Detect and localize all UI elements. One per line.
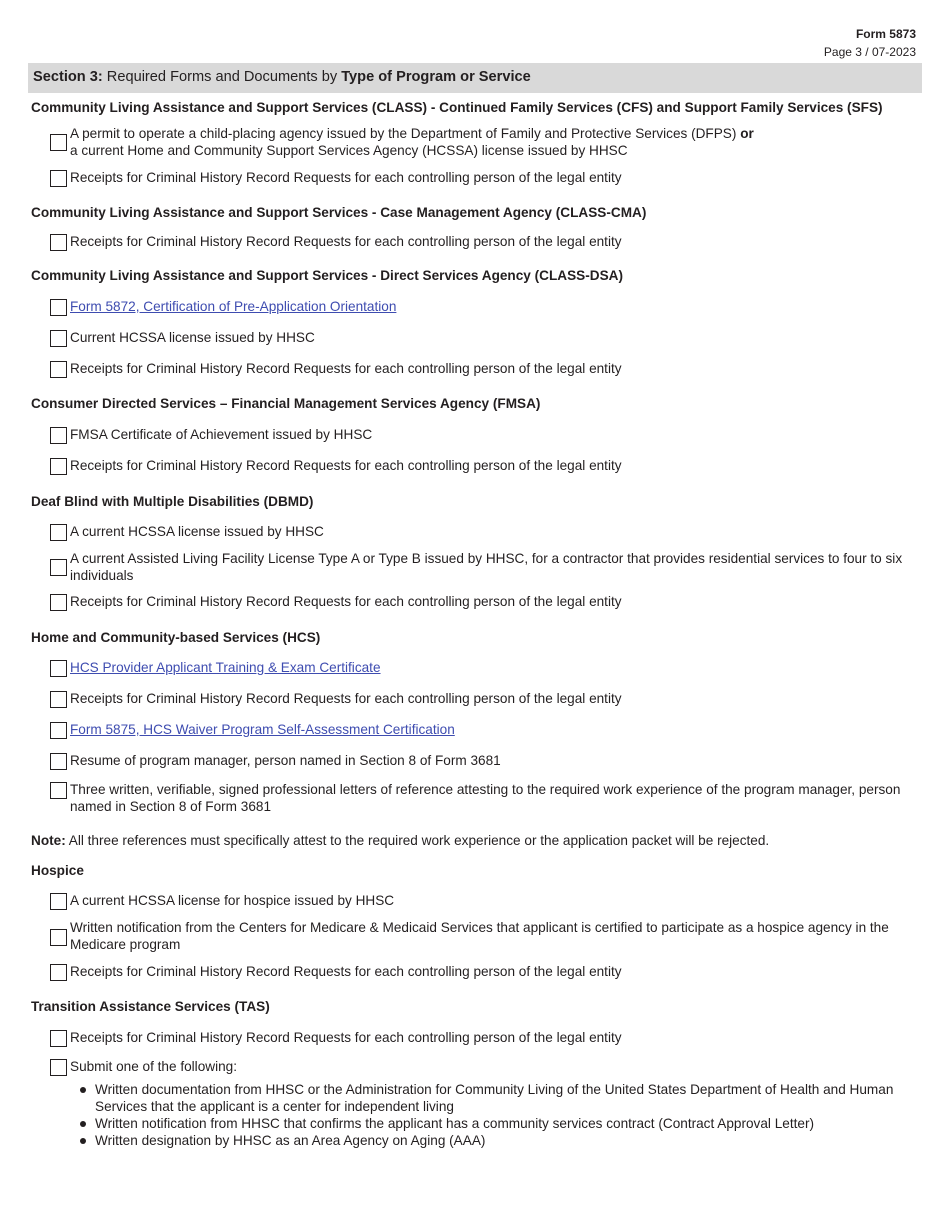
dbmd-hcssa-checkbox[interactable]	[50, 524, 67, 541]
bullet-dot	[80, 1121, 86, 1127]
form-5872-link[interactable]: Form 5872, Certification of Pre-Application Orientation	[70, 299, 397, 314]
section-title	[33, 69, 531, 85]
bullet-dot	[80, 1087, 86, 1093]
hospice-cms-text: Written notification from the Centers for Medicare & Medicaid Services that applicant is certified to participate as a hospice agency in the Medicare program	[70, 920, 889, 952]
hcs-form5875-checkbox[interactable]	[50, 722, 67, 739]
hcs-training-link[interactable]: HCS Provider Applicant Training & Exam Certificate	[70, 660, 381, 675]
note-paragraph	[31, 833, 769, 848]
dbmd-hcssa-text: A current HCSSA license issued by HHSC	[70, 524, 324, 539]
form-5875-link[interactable]: Form 5875, HCS Waiver Program Self-Assessment Certification	[70, 722, 455, 737]
fmsa-receipts-checkbox[interactable]	[50, 458, 67, 475]
dbmd-alf-text: A current Assisted Living Facility License Type A or Type B issued by HHSC, for a contractor that provides residential services to four to six individuals	[70, 551, 903, 583]
or-text: or	[740, 126, 754, 141]
hcs-resume-checkbox[interactable]	[50, 753, 67, 770]
hcs-references-text: Three written, verifiable, signed professional letters of reference attesting to the required work experience of the program manager, person named in Section 8 of Form 3681	[70, 782, 901, 814]
hospice-heading: Hospice	[31, 863, 84, 878]
tas-bullet-2: Written notification from HHSC that confirms the applicant has a community services contract (Contract Approval Letter)	[95, 1116, 814, 1131]
class-dsa-license-checkbox[interactable]	[50, 330, 67, 347]
hospice-cms-checkbox[interactable]	[50, 929, 67, 946]
hospice-license-checkbox[interactable]	[50, 893, 67, 910]
dbmd-receipts-checkbox[interactable]	[50, 594, 67, 611]
class-sfs-heading: Community Living Assistance and Support Services (CLASS) - Continued Family Services (CFS) and Support Family Services (SFS)	[31, 100, 883, 115]
class-cma-heading: Community Living Assistance and Support Services - Case Management Agency (CLASS-CMA)	[31, 205, 647, 220]
class-sfs-receipts-checkbox[interactable]	[50, 170, 67, 187]
hcs-references-checkbox[interactable]	[50, 782, 67, 799]
class-dsa-receipts-text: Receipts for Criminal History Record Requests for each controlling person of the legal entity	[70, 361, 622, 376]
hcs-resume-text: Resume of program manager, person named in Section 8 of Form 3681	[70, 753, 501, 768]
class-dsa-receipts-checkbox[interactable]	[50, 361, 67, 378]
bullet-dot	[80, 1138, 86, 1144]
fmsa-heading: Consumer Directed Services – Financial Management Services Agency (FMSA)	[31, 396, 541, 411]
tas-submit-checkbox[interactable]	[50, 1059, 67, 1076]
hcs-heading: Home and Community-based Services (HCS)	[31, 630, 321, 645]
tas-receipts-text: Receipts for Criminal History Record Requests for each controlling person of the legal entity	[70, 1030, 622, 1045]
hospice-license-text: A current HCSSA license for hospice issued by HHSC	[70, 893, 395, 908]
fmsa-receipts-text: Receipts for Criminal History Record Requests for each controlling person of the legal entity	[70, 458, 622, 473]
hcs-training-checkbox[interactable]	[50, 660, 67, 677]
tas-receipts-checkbox[interactable]	[50, 1030, 67, 1047]
tas-bullet-1: Written documentation from HHSC or the Administration for Community Living of the United States Department of Health and Human Services that the applicant is a center for independent living	[95, 1082, 894, 1114]
hospice-receipts-text: Receipts for Criminal History Record Requests for each controlling person of the legal entity	[70, 964, 622, 979]
dbmd-alf-checkbox[interactable]	[50, 559, 67, 576]
class-sfs-permit-checkbox[interactable]	[50, 134, 67, 151]
hospice-receipts-checkbox[interactable]	[50, 964, 67, 981]
hcs-receipts-checkbox[interactable]	[50, 691, 67, 708]
section-bold-text: Type of Program or Service	[341, 69, 531, 85]
tas-heading: Transition Assistance Services (TAS)	[31, 999, 270, 1014]
section-label: Section 3:	[33, 69, 103, 85]
hcs-receipts-text: Receipts for Criminal History Record Requests for each controlling person of the legal entity	[70, 691, 622, 706]
fmsa-certificate-text: FMSA Certificate of Achievement issued by HHSC	[70, 427, 373, 442]
class-sfs-receipts-text: Receipts for Criminal History Record Requests for each controlling person of the legal entity	[70, 170, 622, 185]
fmsa-certificate-checkbox[interactable]	[50, 427, 67, 444]
class-dsa-form5872-checkbox[interactable]	[50, 299, 67, 316]
note-text: All three references must specifically attest to the required work experience or the application packet will be rejected.	[65, 833, 770, 848]
page-info: Page 3 / 07-2023	[823, 45, 916, 59]
class-sfs-permit-line1: A permit to operate a child-placing agency issued by the Department of Family and Protective Services (DFPS)	[70, 126, 741, 141]
class-sfs-permit-line2: a current Home and Community Support Services Agency (HCSSA) license issued by HHSC	[70, 143, 628, 158]
note-label: Note:	[31, 833, 66, 848]
tas-submit-text: Submit one of the following:	[70, 1059, 238, 1074]
tas-bullet-3: Written designation by HHSC as an Area Agency on Aging (AAA)	[95, 1133, 486, 1148]
form-number: Form 5873	[855, 27, 916, 41]
section-mid-text: Required Forms and Documents by	[102, 69, 342, 85]
class-dsa-heading: Community Living Assistance and Support Services - Direct Services Agency (CLASS-DSA)	[31, 268, 623, 283]
class-sfs-permit-text	[70, 125, 920, 159]
dbmd-receipts-text: Receipts for Criminal History Record Requests for each controlling person of the legal entity	[70, 594, 622, 609]
class-cma-receipts-checkbox[interactable]	[50, 234, 67, 251]
dbmd-heading: Deaf Blind with Multiple Disabilities (DBMD)	[31, 494, 314, 509]
class-cma-receipts-text: Receipts for Criminal History Record Requests for each controlling person of the legal entity	[70, 234, 622, 249]
class-dsa-license-text: Current HCSSA license issued by HHSC	[70, 330, 315, 345]
